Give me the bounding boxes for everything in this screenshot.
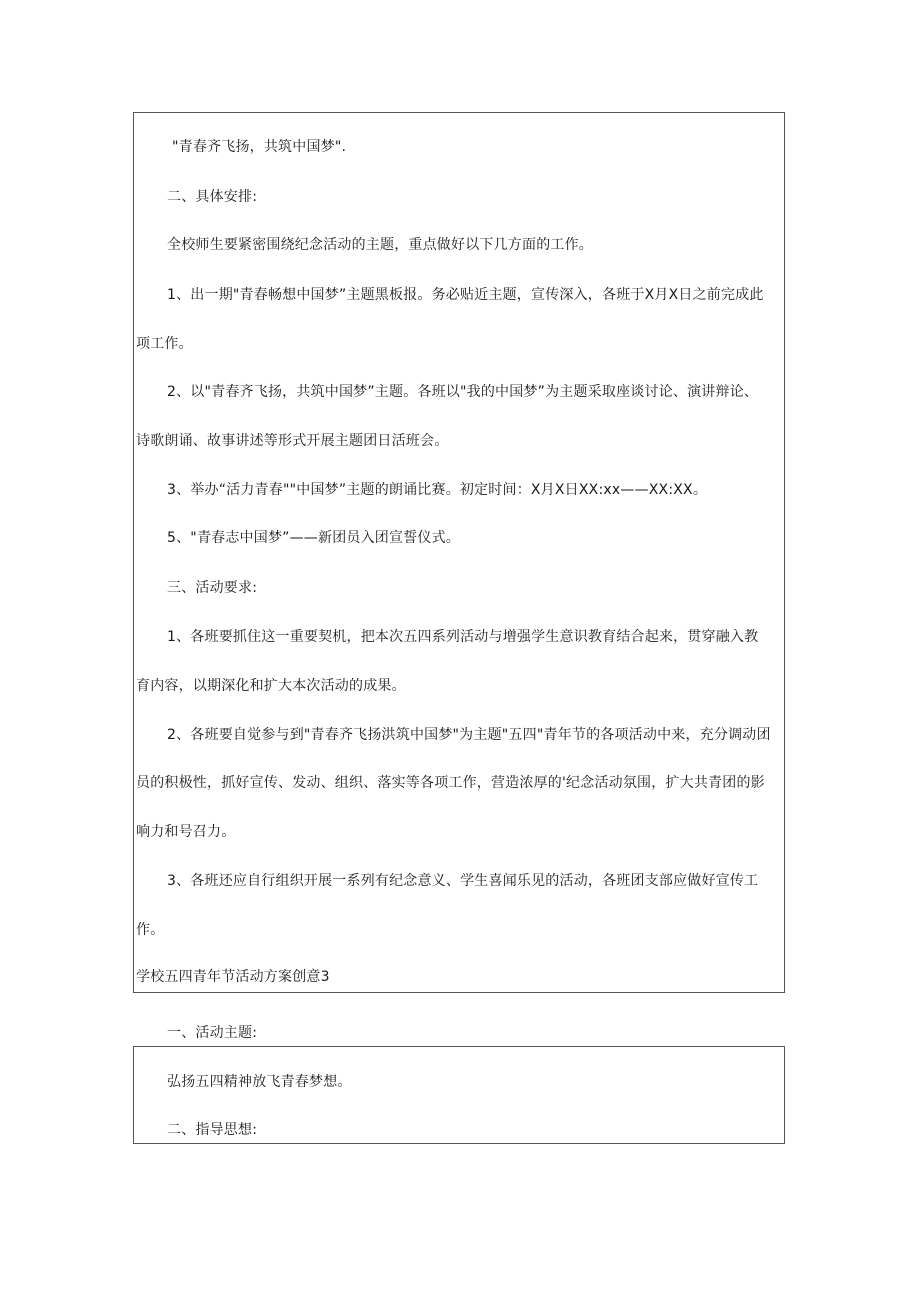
paragraph-intro: 全校师生要紧密围绕纪念活动的主题，重点做好以下几方面的工作。 [167,237,593,253]
requirement-2-line-3: 响力和号召力。 [136,824,236,840]
item-2-line-2: 诗歌朗诵、故事讲述等形式开展主题团日活班会。 [136,433,449,449]
activity-theme-text: 弘扬五四精神放飞青春梦想。 [167,1074,352,1090]
requirement-3-line-1: 3、各班还应自行组织开展一系列有纪念意义、学生喜闻乐见的活动，各班团支部应做好宣传工 [167,873,759,889]
item-5: 5、"青春志中国梦”——新团员入团宣誓仪式。 [167,530,460,546]
next-plan-title: 学校五四青年节活动方案创意3 [136,969,330,985]
item-1-line-1: 1、出一期"青春畅想中国梦”主题黑板报。务必贴近主题，宣传深入，各班于X月X日之前完成此 [167,287,764,303]
item-1-line-2: 项工作。 [136,336,193,352]
heading-guiding-ideology: 二、指导思想: [167,1122,258,1138]
item-3: 3、举办“活力青春""中国梦”主题的朗诵比赛。初定时间：X月X日XX:xx——XX:XX。 [167,482,708,498]
item-2-line-1: 2、以"青春齐飞扬，共筑中国梦”主题。各班以"我的中国梦”为主题采取座谈讨论、演讲辩论、 [167,384,759,400]
heading-activity-theme: 一、活动主题: [167,1025,258,1041]
theme-slogan: "青春齐飞扬，共筑中国梦". [172,139,347,155]
requirement-1-line-1: 1、各班要抓住这一重要契机，把本次五四系列活动与增强学生意识教育结合起来，贯穿融入教 [167,629,759,645]
requirement-3-line-2: 作。 [136,922,165,938]
heading-requirements: 三、活动要求: [167,580,258,596]
requirement-1-line-2: 育内容，以期深化和扩大本次活动的成果。 [136,678,406,694]
requirement-2-line-1: 2、各班要自觉参与到"青春齐飞扬洪筑中国梦"为主题"五四"青年节的各项活动中来，充分调动团 [167,727,771,743]
requirement-2-line-2: 员的积极性，抓好宣传、发动、组织、落实等各项工作，营造浓厚的'纪念活动氛围，扩大共青团的影 [136,775,765,791]
heading-arrangements: 二、具体安排: [167,189,258,205]
